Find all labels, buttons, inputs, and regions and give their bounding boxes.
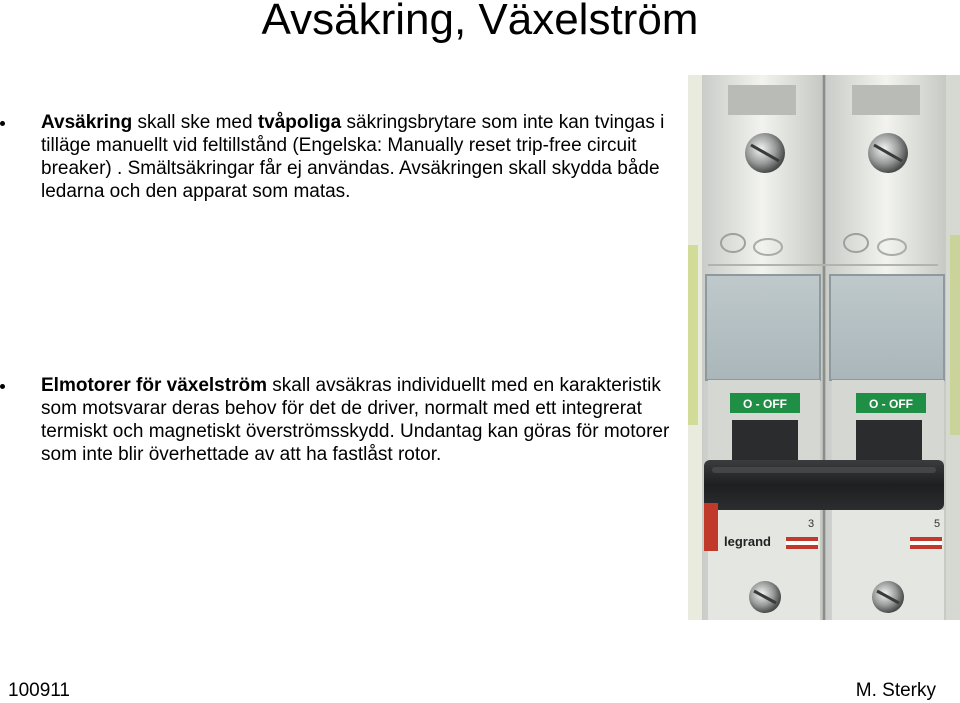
footer-date: 100911 <box>8 680 70 701</box>
bullet-text-part: skall avsäkras individuellt med en karakteristik som motsvarar deras behov för det de driver, normalt med ett integrerat termiskt och magnetiskt överströmsskydd. Undantag kan göras för motorer som inte blir överhettade av att ha fastlåst rotor. <box>41 375 670 465</box>
footer-author: M. Sterky <box>855 680 936 701</box>
bold-term-elmotorer: Elmotorer för växelström <box>41 375 267 396</box>
bullet-dot <box>0 121 5 126</box>
circuit-breaker-photo <box>688 75 960 620</box>
terminal-mark-right: 5 <box>934 518 941 530</box>
bullet-text <box>41 374 681 466</box>
slide-title: Avsäkring, Växelström <box>261 0 699 44</box>
bold-term-tvapoliga: tvåpoliga <box>257 112 342 133</box>
bullet-text <box>41 111 681 203</box>
bullet-text-part: säkringsbrytare som inte kan tvingas i tilläge manuellt vid feltillstånd (Engelska: Manually reset trip-free circuit breaker) . Smältsäkringar får ej användas. Avsäkringen skall skydda både ledarna och den apparat som matas. <box>41 112 665 202</box>
bullet-elmotorer <box>0 374 690 494</box>
brand-legrand: legrand <box>724 534 771 549</box>
off-label-left: O - OFF <box>743 397 787 411</box>
off-label-right: O - OFF <box>869 397 913 411</box>
bold-term-avsakring: Avsäkring <box>41 112 133 133</box>
bullet-dot <box>0 384 5 389</box>
terminal-mark-left: 3 <box>808 518 815 530</box>
bullet-avsakring <box>0 111 680 211</box>
bullet-text-part: skall ske med <box>132 112 258 133</box>
